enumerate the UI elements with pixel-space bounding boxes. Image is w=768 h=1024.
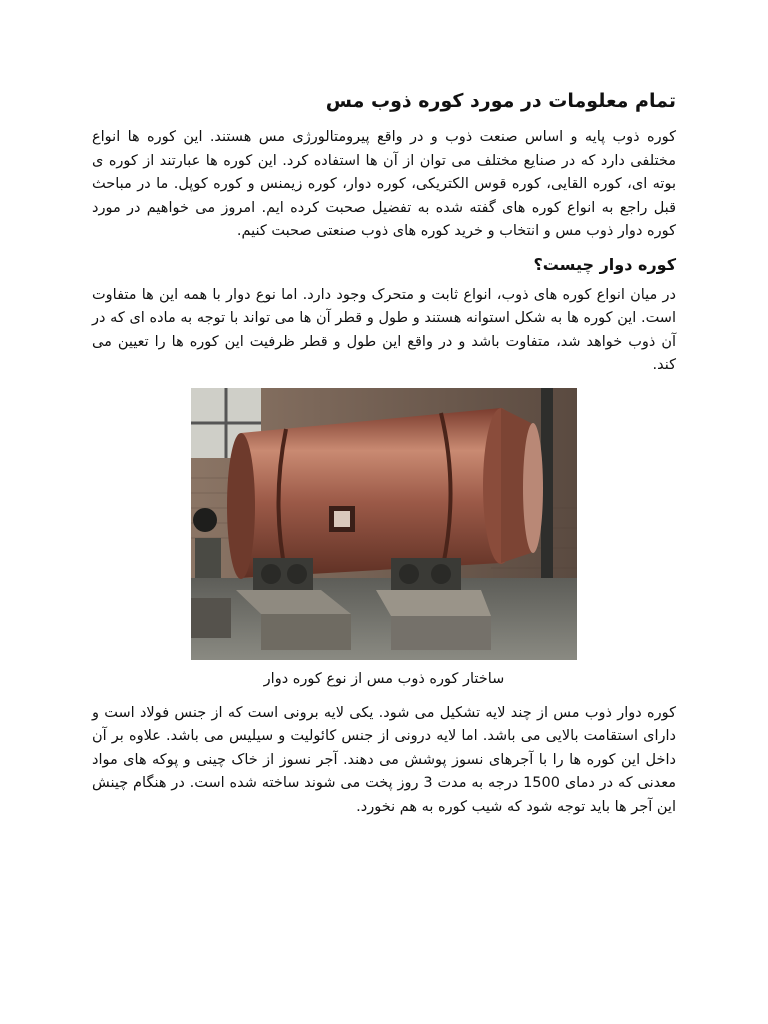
rotary-furnace-photo bbox=[191, 388, 577, 660]
section-paragraph: در میان انواع کوره های ذوب، انواع ثابت و متحرک وجود دارد. اما نوع دوار با همه این ها متفاوت است. این کوره ها به شکل استوانه هستند و طول و قطر آن ها می تواند با توجه به ماده ای که در آن ذوب خواهد شد، متفاوت باشد و در واقع این طول و قطر ظرفیت این کوره ها را تعیین می کند. bbox=[92, 286, 676, 373]
document-page bbox=[92, 86, 676, 827]
furnace-shell bbox=[227, 408, 543, 579]
document-title: تمام معلومات در مورد کوره ذوب مس bbox=[325, 90, 676, 112]
furnace-figure bbox=[191, 388, 577, 690]
section-heading: کوره دوار چیست؟ bbox=[533, 254, 676, 274]
closing-paragraph: کوره دوار ذوب مس از چند لایه تشکیل می شود. یکی لایه برونی است که از جنس فولاد است و دارای استقامت بالایی می باشد. اما لایه درونی از جنس کائولیت و سیلیس می باشد. علاوه بر آن داخل این کوره ها را با آجرهای نسوز پوشش می دهند. آجر نسوز از خاک چینی و پوکه های مواد معدنی که در دمای 1500 درجه به مدت 3 روز پخت می شوند ساخته شده است. در هنگام چینش این آجر ها باید توجه شود که شیب کوره به هم نخورد. bbox=[92, 704, 676, 815]
intro-paragraph: کوره ذوب پایه و اساس صنعت ذوب و در واقع پیرومتالورژی مس هستند. این کوره ها انواع مختلفی دارد که در صنایع مختلف می توان از آن ها استفاده کرد. این کوره ها عبارتند از کوره ی بوته ای، کوره القایی، کوره قوس الکتریکی، کوره دوار، کوره زیمنس و کوره کوپل. ما در مباحث قبل راجع به انواع کوره های گفته شده به تفضیل صحبت کرده ایم. امروز می خواهیم در مورد کوره دوار ذوب مس و انتخاب و خرید کوره های ذوب صنعتی صحبت کنیم. bbox=[92, 129, 676, 239]
figure-caption: ساختار کوره ذوب مس از نوع کوره دوار bbox=[263, 670, 505, 687]
furnace-hatch bbox=[329, 506, 355, 532]
